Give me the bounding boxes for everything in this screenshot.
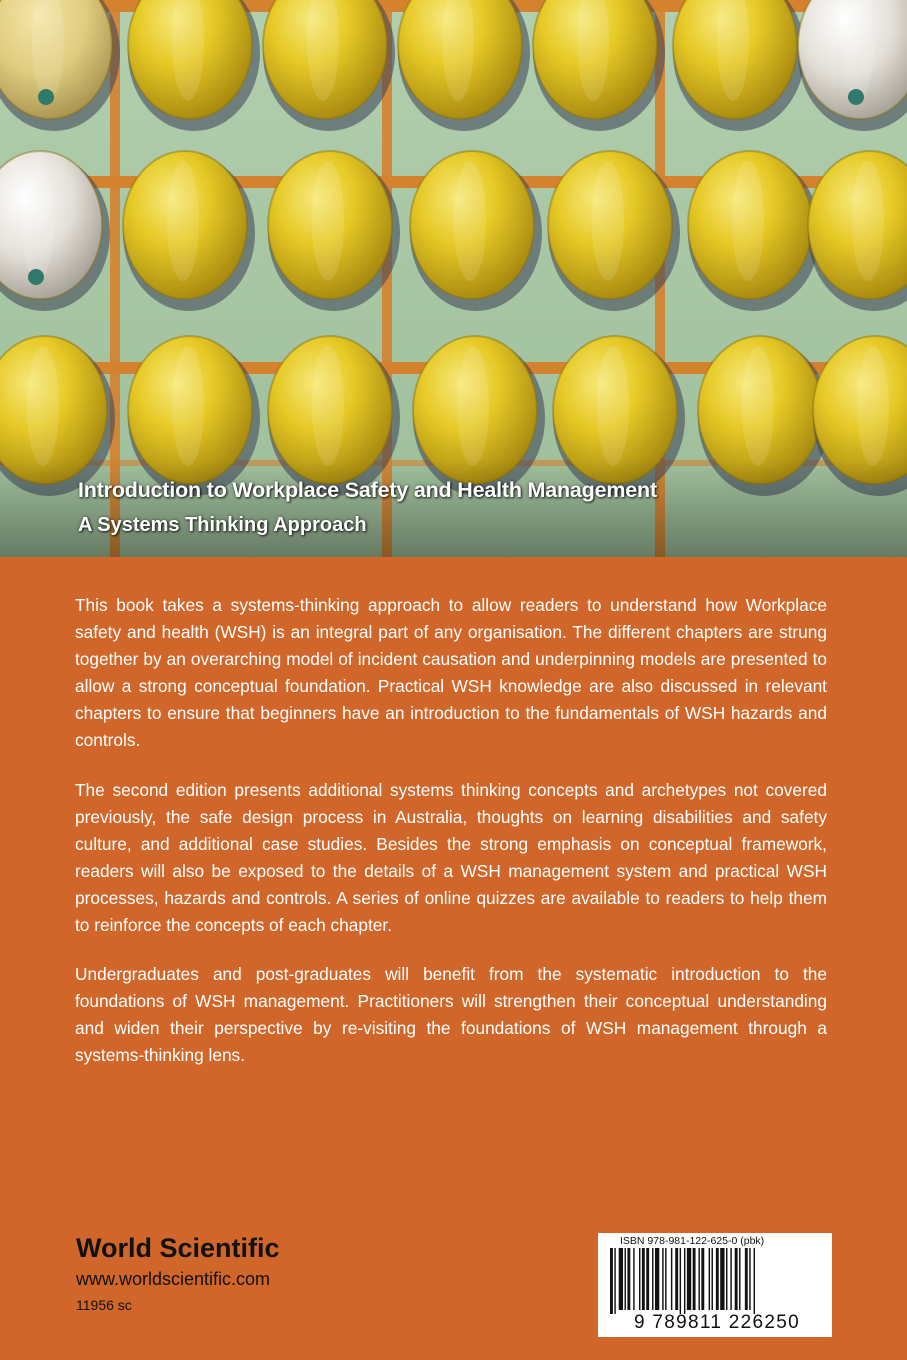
description-paragraph-2: The second edition presents additional systems thinking concepts and archetypes not covered previously, the safe design process in Australia, thoughts on learning disabilities and safety culture, and additional case studies. Besides the strong emphasis on conceptual framework, readers will also be exposed to the details of a WSH management system and practical WSH processes, hazards and controls. A series of online quizzes are available to readers to help them to reinforce the concepts of each chapter. <box>75 779 827 936</box>
helmet-rows <box>0 0 907 496</box>
barcode-digits: 9 789811 226250 <box>633 1312 801 1333</box>
description-paragraph-1: This book takes a systems-thinking approach to allow readers to understand how Workplace safety and health (WSH) is an integral part of any organisation. The different chapters are strung together by an overarching model of incident causation and underpinning models are presented to allow a strong conceptual foundation. Practical WSH knowledge are also discussed in relevant chapters to ensure that beginners have an introduction to the fundamentals of WSH hazards and controls. <box>75 595 827 751</box>
book-title: Introduction to Workplace Safety and Health Management <box>78 478 657 502</box>
publisher-name: World Scientific <box>76 1233 280 1263</box>
isbn-label: ISBN 978-981-122-625-0 (pbk) <box>620 1235 765 1247</box>
isbn-barcode <box>598 1233 832 1337</box>
description <box>75 592 827 1092</box>
description-paragraph-3: Undergraduates and post-graduates will benefit from the systematic introduction to the foundations of WSH management. Practitioners will strengthen their conceptual understanding and widen their perspective by re-visiting the foundations of WSH management through a systems-thinking lens. <box>75 964 827 1066</box>
product-code: 11956 sc <box>76 1297 132 1313</box>
book-subtitle: A Systems Thinking Approach <box>78 514 367 536</box>
publisher-block <box>76 1232 280 1315</box>
publisher-url: www.worldscientific.com <box>76 1269 271 1289</box>
hard-hats-illustration <box>0 0 907 557</box>
hard-hats-photo <box>0 0 907 557</box>
